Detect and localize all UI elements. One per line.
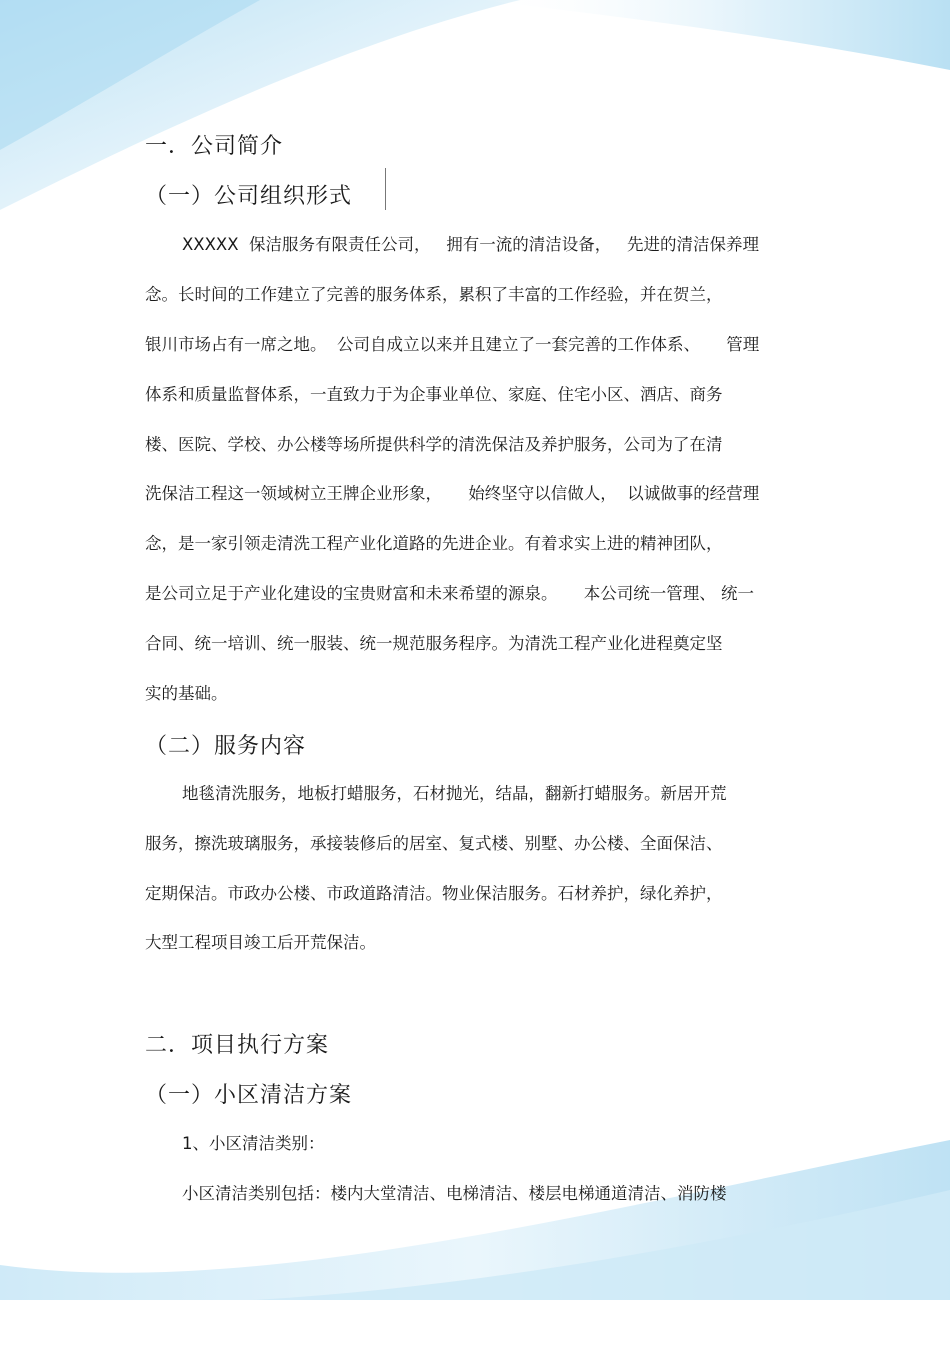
paragraph-line: 银川市场占有一席之地。 公司自成立以来并且建立了一套完善的工作体系、 管理 xyxy=(145,335,760,354)
paragraph-line: 楼、医院、学校、办公楼等场所提供科学的清洗保洁及养护服务，公司为了在清 xyxy=(145,435,723,454)
section-heading-execution-plan: 二．项目执行方案 xyxy=(145,1033,330,1058)
subsection-heading-services: （二）服务内容 xyxy=(145,734,307,759)
paragraph-line: 小区清洁类别包括：楼内大堂清洁、电梯清洁、楼层电梯通道清洁、消防楼 xyxy=(182,1184,727,1203)
paragraph-line: 体系和质量监督体系，一直致力于为企事业单位、家庭、住宅小区、酒店、商务 xyxy=(145,385,723,404)
paragraph-line: 地毯清洗服务，地板打蜡服务，石材抛光，结晶，翻新打蜡服务。新居开荒 xyxy=(182,784,727,803)
paragraph-line: 实的基础。 xyxy=(145,684,228,703)
list-item-cleaning-category: 1、小区清洁类别： xyxy=(182,1134,325,1153)
paragraph-line: 念。长时间的工作建立了完善的服务体系，累积了丰富的工作经验，并在贺兰， xyxy=(145,285,723,304)
paragraph-line: 合同、统一培训、统一服装、统一规范服务程序。为清洗工程产业化进程奠定坚 xyxy=(145,634,723,653)
paragraph-line: XXXXX 保洁服务有限责任公司， 拥有一流的清洁设备， 先进的清洁保养理 xyxy=(182,235,759,254)
paragraph-line: 服务，擦洗玻璃服务，承接装修后的居室、复式楼、别墅、办公楼、全面保洁、 xyxy=(145,834,723,853)
paragraph-line: 定期保洁。市政办公楼、市政道路清洁。物业保洁服务。石材养护，绿化养护， xyxy=(145,884,723,903)
paragraph-line: 大型工程项目竣工后开荒保洁。 xyxy=(145,933,376,952)
subsection-heading-community-cleaning: （一）小区清洁方案 xyxy=(145,1083,353,1108)
paragraph-line: 念，是一家引领走清洗工程产业化道路的先进企业。有着求实上进的精神团队， xyxy=(145,534,723,553)
paragraph-line: 洗保洁工程这一领域树立王牌企业形象， 始终坚守以信做人， 以诚做事的经营理 xyxy=(145,484,760,503)
text-cursor xyxy=(385,168,386,210)
section-heading-company-intro: 一．公司简介 xyxy=(145,134,284,159)
paragraph-line: 是公司立足于产业化建设的宝贵财富和未来希望的源泉。 本公司统一管理、 统一 xyxy=(145,584,754,603)
subsection-heading-organization: （一）公司组织形式 xyxy=(145,184,353,209)
